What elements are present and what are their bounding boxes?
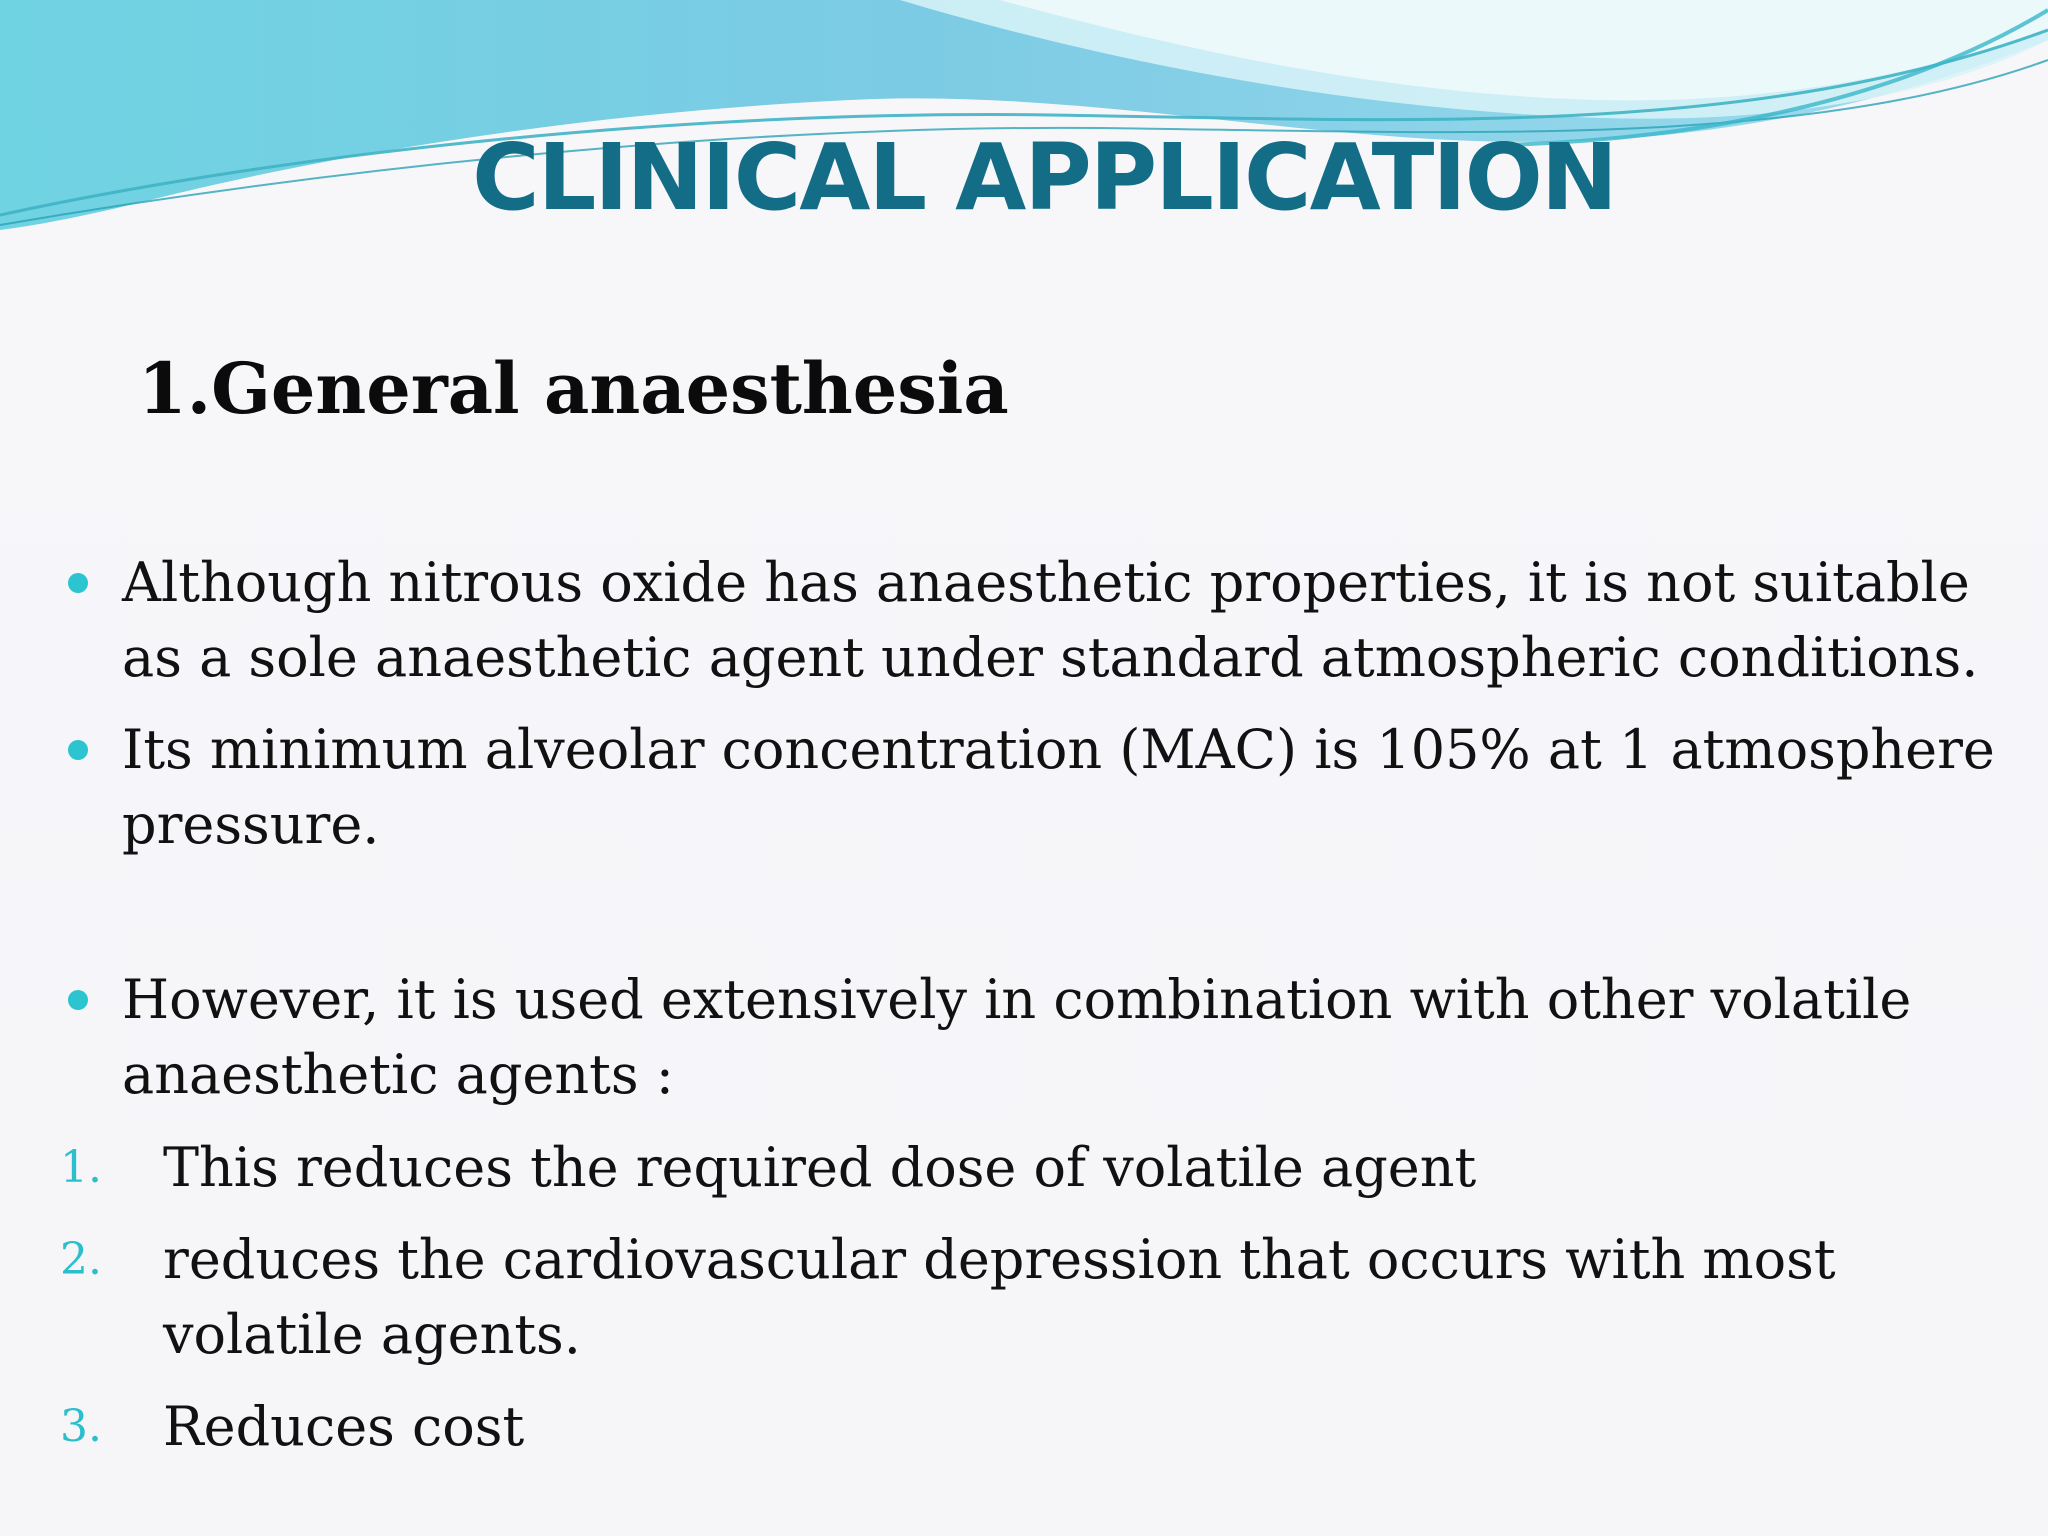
bullet-dot-icon [68,740,88,760]
bullet-item [60,962,2010,1112]
bullet-item [60,712,2010,862]
list-number: 2. [60,1234,102,1285]
numbered-list [60,1130,2010,1464]
bullet-list [60,545,2010,1112]
bullet-text: However, it is used extensively in combination with other volatile anaesthetic agents : [122,968,1912,1106]
numbered-text: reduces the cardiovascular depression that occurs with most volatile agents. [163,1228,1836,1366]
section-heading: 1.General anaesthesia [138,347,1009,430]
numbered-item [60,1130,2010,1205]
list-number: 3. [60,1401,102,1452]
bullet-dot-icon [68,990,88,1010]
numbered-text: Reduces cost [163,1395,525,1458]
slide-title: CLINICAL APPLICATION [472,124,1616,231]
bullet-item [60,545,2010,695]
bullet-dot-icon [68,573,88,593]
list-number: 1. [60,1142,102,1193]
numbered-item [60,1389,2010,1464]
bullet-text: Its minimum alveolar concentration (MAC) is 105% at 1 atmosphere pressure. [122,718,1995,856]
bullet-text: Although nitrous oxide has anaesthetic properties, it is not suitable as a sole anaesthetic agent under standard atmospheric conditions. [122,551,1979,689]
numbered-text: This reduces the required dose of volatile agent [163,1136,1477,1199]
numbered-item [60,1222,2010,1372]
